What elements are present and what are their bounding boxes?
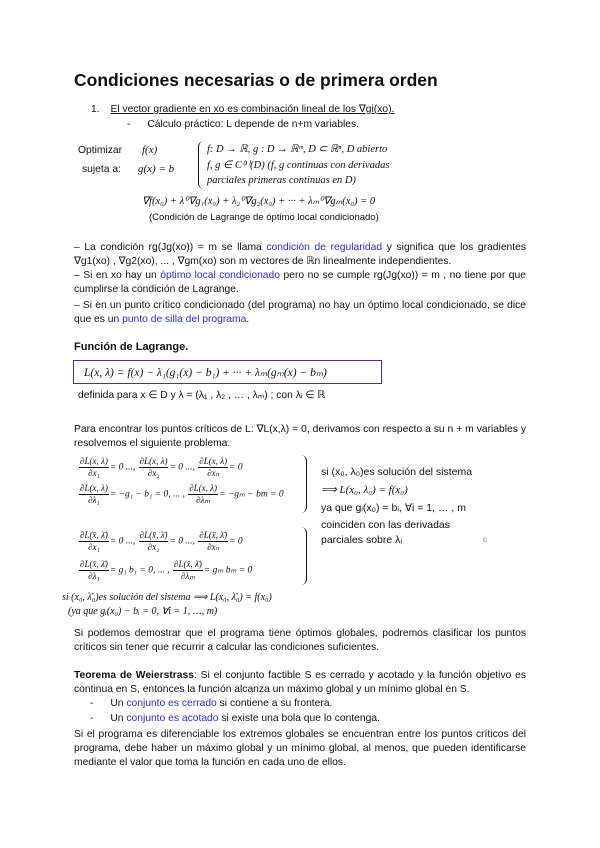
system-1-row-2 <box>78 483 284 506</box>
p3-text-c: . <box>246 314 250 325</box>
definida-line <box>78 389 325 401</box>
funcion-lagrange-heading: Función de Lagrange. <box>74 341 189 353</box>
p1-text-a: – La condición rg(Jg(xo)) = m se llama <box>74 242 267 253</box>
sol-line-2: (ya que gᵢ(x₀) − bᵢ = 0, ∀i = 1, …, m) <box>68 606 218 617</box>
solution-line-2: ⟹ L(x₀, λ₀) = f(x₀) <box>321 484 408 496</box>
eq-end: = 0 <box>229 462 243 473</box>
item-number: 1. <box>91 104 100 115</box>
condition-3: parciales primeras continuas en D) <box>207 175 356 186</box>
partial-l1: $\frac{\partial L(x, \lambda)}{\text{∂λ₁}}$ <box>80 483 108 505</box>
partial2-l1: $\frac{\partial L(x̄, \lambdā)}{\text{∂λ₁}}$ <box>80 559 108 581</box>
conditions-brace <box>198 141 205 189</box>
lagrangian-formula: L(x, λ) = f(x) − λ₁(g₁(x) − b₁) + ··· + λₘ(gₘ(x) − bₘ) <box>84 367 327 379</box>
eq2-sep-1: = 0 ..., <box>109 536 136 547</box>
row2-r2: = −gₘ − bm = 0 <box>219 489 284 500</box>
sol-line-1: si (x₀, λ̄₀)es solución del sistema ⟹ L(x₀, λ̄₀) = f(x₀) <box>62 592 272 603</box>
partial-xn: $\frac{\partial L(x, \lambda)}{\text{∂xₙ}}$ <box>199 456 228 478</box>
lagrange-condition-caption: (Condición de Lagrange de óptimo local condicionado) <box>149 212 379 223</box>
item-text: El vector gradiente en xo es combinación lineal de los ∇gi(xo). <box>110 104 395 115</box>
partial-x1: $\frac{\partial L(x, \lambda)}{\text{∂x₁}}$ <box>80 456 108 478</box>
eq2-sep-2: = 0 ..., <box>169 536 195 547</box>
link-conjunto-acotado[interactable]: conjunto es acotado <box>126 713 219 724</box>
solution-line-4: coinciden con las derivadas <box>321 519 450 531</box>
link-optimo-local-condicionado[interactable]: óptimo local condicionado <box>160 270 280 281</box>
dash-1: - <box>90 698 94 709</box>
partial2-xn: $\frac{\partial L(x̄, \lambdā)}{\text{∂xₙ}}$ <box>199 530 228 552</box>
constraint: g(x) = b <box>138 163 175 175</box>
sujeta-label: sujeta a: <box>82 164 121 175</box>
link-punto-silla[interactable]: punto de silla del programa <box>122 314 247 325</box>
paragraph-puntos-criticos: Para encontrar los puntos críticos de L: ∇L(x,λ) = 0, derivamos con respecto a su n + m variables y resolvemos el siguiente problema. <box>74 424 526 449</box>
bullet-conjunto-acotado <box>90 713 380 724</box>
system-2-brace <box>300 527 307 585</box>
p2-text-a: – Si en xo hay un <box>74 270 161 281</box>
system-1-brace <box>300 455 307 513</box>
post-2: si existe una bola que lo contenga. <box>218 713 380 724</box>
pre-1: Un <box>110 698 127 709</box>
paragraph-punto-silla <box>74 299 526 327</box>
pre-2: Un <box>110 713 127 724</box>
weierstrass-text: : Si el conjunto factible S es cerrado y acotado y la función objetivo es continua en S, entonces la función alcanza un máximo global y un mínimo global en S. <box>74 670 526 695</box>
partial2-x2: $\frac{\partial L(x̄, \lambdā)}{\text{∂x₂}}$ <box>139 530 168 552</box>
sub-text: Cálculo práctico: L depende de n+m variables. <box>147 119 360 130</box>
page-title: Condiciones necesarias o de primera orden <box>74 70 438 90</box>
paragraph-weierstrass <box>74 669 526 697</box>
system-2-row-2 <box>78 559 252 582</box>
p3-text-a: – Si en un punto crítico condicionado (del programa) no hay un óptimo local condicionado, se dice que es un <box>74 300 526 325</box>
lagrangian-box <box>73 360 382 384</box>
paragraph-diferenciable: Si el programa es diferenciable los extremos globales se encuentran entre los puntos críticos del programa, debe haber un máximo global y un mínimo global, al menos, que pueden identificarse mediante el valor que toma la función en cada uno de ellos. <box>74 729 526 768</box>
system-2-row-1 <box>78 530 243 553</box>
condition-1: f: D → ℝ, g : D → ℝᵐ, D ⊂ ℝⁿ, D abierto <box>207 144 388 155</box>
row2-r1: = −g₁ − b₁ = 0, ... , <box>109 489 185 500</box>
partial-x2: $\frac{\partial L(x, \lambda)}{\text{∂x₂}}$ <box>139 456 168 478</box>
weierstrass-heading: Teorema de Weierstrass <box>74 670 194 681</box>
partial2-x1: $\frac{\partial L(x̄, \lambdā)}{\text{∂x₁}}$ <box>80 530 108 552</box>
condition-2: f, g ∈ C⁽¹⁾(D) (f, g continuas con derivadas <box>207 160 390 171</box>
item-1 <box>91 103 394 115</box>
eq2-end: = 0 <box>229 536 243 547</box>
row2b-r1: = g₁ b₁ = 0, ... , <box>109 565 170 576</box>
p2-text-c: pero no se cumple rg(Jg(xo)) = m , no tiene por que cumplirse la condición de Lagrange. <box>74 270 526 295</box>
bullet-conjunto-cerrado <box>90 698 332 709</box>
paragraph-optimos-globales: Si podemos demostrar que el programa tiene óptimos globales, podremos clasificar los puntos críticos sin tener que recurrir a calcular las condiciones suficientes. <box>74 628 526 653</box>
stray-mark: c <box>483 535 487 544</box>
definida-text: definida para x ∈ D y λ = (λ₁ , λ₂ , … , λₘ) ; con λᵢ ∈ ℝ <box>78 390 326 401</box>
solution-line-5: parciales sobre λᵢ <box>321 534 403 546</box>
partial2-lm: $\frac{\partial L(x̄, \lambdā)}{\text{∂λₘ}}$ <box>174 559 202 581</box>
link-conjunto-cerrado[interactable]: conjunto es cerrado <box>126 698 217 709</box>
system-1-row-1 <box>78 456 243 479</box>
optimizar-label: Optimizar <box>78 145 123 156</box>
link-condicion-regularidad[interactable]: condición de regularidad <box>266 242 383 253</box>
p1-text-c: y significa que los gradientes ∇g1(xo) , ∇g2(xo), ... , ∇gm(xo) son m vectores de ℝn linealmente independientes. <box>74 242 527 267</box>
post-1: si contiene a su frontera. <box>216 698 333 709</box>
lagrange-condition-formula: ∇f(x₀) + λ⁰∇g₁(x₀) + λ₂⁰∇g₂(x₀) + ··· + λₘ⁰∇gₘ(x₀) = 0 <box>142 196 376 207</box>
sub-item <box>127 119 359 130</box>
eq-sep-2: = 0 ..., <box>169 462 195 473</box>
solution-line-1: si (x₀, λ₀)es solución del sistema <box>321 466 473 478</box>
paragraph-regularidad <box>74 241 526 269</box>
sub-bullet: - <box>127 119 131 130</box>
dash-2: - <box>90 713 94 724</box>
objective: f(x) <box>142 144 158 156</box>
eq-sep-1: = 0 ..., <box>109 462 136 473</box>
row2b-r2: = gₘ bₘ = 0 <box>203 565 253 576</box>
partial-lm: $\frac{\partial L(x, \lambda)}{\text{∂λₘ}}$ <box>189 483 218 505</box>
solution-line-3: ya que gᵢ(x₀) = bᵢ, ∀i = 1, … , m <box>321 502 466 514</box>
paragraph-optimo-local <box>74 269 526 297</box>
